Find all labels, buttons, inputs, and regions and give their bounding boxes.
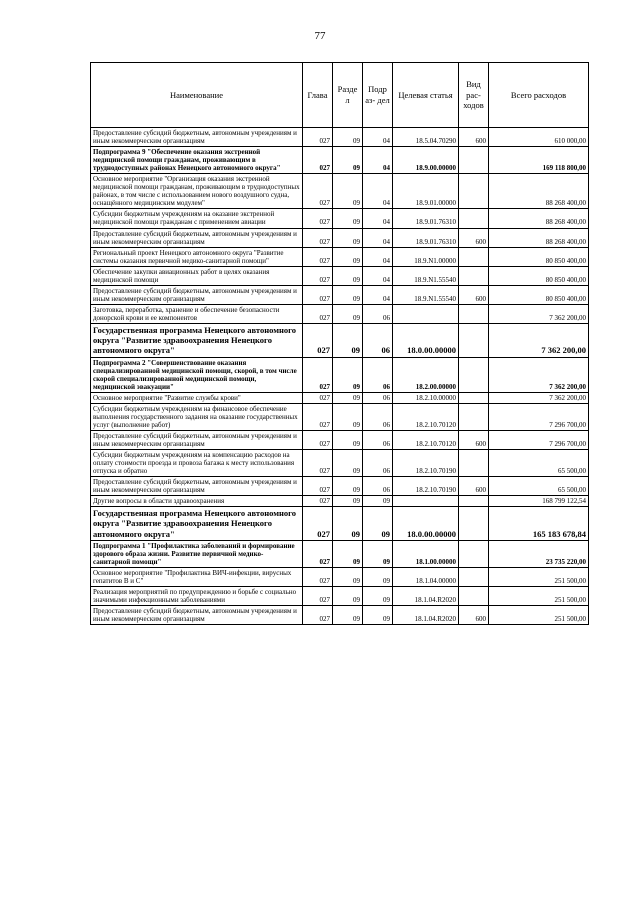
cell-name: Основное мероприятие "Организация оказания экстренной медицинской помощи гражданам, проживающим в труднодоступных районах, в том числе с использованием нового воздушного судна, оснащённого медицинским модулем" [91,174,303,209]
cell-chapter: 027 [303,323,333,357]
table-row [91,507,589,541]
cell-section: 09 [333,247,363,266]
cell-name: Реализация мероприятий по предупреждению и борьбе с социально значимыми инфекционными заболеваниями [91,587,303,606]
cell-target: 18.5.04.70290 [393,128,459,147]
table-header-row [91,63,589,128]
cell-subsection: 06 [363,323,393,357]
table-row [91,247,589,266]
header-chapter: Глава [303,63,333,128]
cell-chapter: 027 [303,128,333,147]
cell-total: 251 500,00 [489,606,589,625]
cell-target: 18.9.01.00000 [393,174,459,209]
cell-section: 09 [333,450,363,477]
cell-name: Региональный проект Ненецкого автономного округа "Развитие системы оказания первичной медико-санитарной помощи" [91,247,303,266]
table-row [91,304,589,323]
cell-type [459,323,489,357]
cell-target: 18.9.N1.55540 [393,285,459,304]
cell-subsection: 06 [363,430,393,449]
cell-chapter: 027 [303,228,333,247]
cell-type [459,357,489,392]
cell-total: 80 850 400,00 [489,285,589,304]
cell-type [459,304,489,323]
cell-type: 600 [459,430,489,449]
cell-type [459,507,489,541]
cell-subsection: 04 [363,209,393,228]
cell-chapter: 027 [303,147,333,174]
cell-type: 600 [459,285,489,304]
cell-subsection: 09 [363,540,393,567]
cell-chapter: 027 [303,507,333,541]
cell-name: Подпрограмма 2 "Совершенствование оказания специализированной медицинской помощи, скорой, в том числе скорой специализированной медицинской помощи, медицинской эвакуации" [91,357,303,392]
table-row [91,568,589,587]
cell-chapter: 027 [303,496,333,507]
cell-subsection: 06 [363,357,393,392]
table-row [91,430,589,449]
cell-total: 7 362 200,00 [489,392,589,403]
cell-subsection: 06 [363,450,393,477]
header-section: Разде л [333,63,363,128]
header-name: Наименование [91,63,303,128]
cell-chapter: 027 [303,606,333,625]
cell-name: Предоставление субсидий бюджетным, автономным учреждениям и иным некоммерческим организациям [91,285,303,304]
cell-name: Предоставление субсидий бюджетным, автономным учреждениям и иным некоммерческим организациям [91,228,303,247]
cell-total: 251 500,00 [489,587,589,606]
cell-subsection: 06 [363,392,393,403]
cell-chapter: 027 [303,174,333,209]
cell-type: 600 [459,228,489,247]
cell-total: 610 000,00 [489,128,589,147]
cell-subsection: 04 [363,228,393,247]
cell-section: 09 [333,606,363,625]
cell-subsection: 04 [363,147,393,174]
cell-type [459,450,489,477]
cell-total: 88 268 400,00 [489,209,589,228]
cell-section: 09 [333,430,363,449]
table-row [91,392,589,403]
cell-total: 80 850 400,00 [489,247,589,266]
cell-type [459,147,489,174]
cell-total: 7 362 200,00 [489,304,589,323]
table-row [91,323,589,357]
cell-chapter: 027 [303,247,333,266]
cell-section: 09 [333,285,363,304]
cell-section: 09 [333,568,363,587]
table-row [91,266,589,285]
cell-subsection: 09 [363,507,393,541]
cell-target: 18.1.04.R2020 [393,587,459,606]
header-total: Всего расходов [489,63,589,128]
cell-target: 18.9.N1.55540 [393,266,459,285]
cell-section: 09 [333,507,363,541]
cell-section: 09 [333,540,363,567]
cell-section: 09 [333,587,363,606]
cell-type [459,392,489,403]
cell-name: Субсидии бюджетным учреждениям на финансовое обеспечение выполнения государственного задания на оказание государственных услуг (выполнение работ) [91,403,303,430]
cell-section: 09 [333,392,363,403]
cell-total: 168 799 122,54 [489,496,589,507]
table-row [91,606,589,625]
cell-chapter: 027 [303,477,333,496]
cell-target: 18.2.10.70190 [393,450,459,477]
cell-target: 18.2.10.00000 [393,392,459,403]
cell-type [459,587,489,606]
cell-subsection: 04 [363,266,393,285]
cell-type [459,174,489,209]
table-row [91,357,589,392]
cell-total: 7 296 700,00 [489,430,589,449]
cell-target: 18.1.04.R2020 [393,606,459,625]
cell-chapter: 027 [303,430,333,449]
cell-target: 18.0.00.00000 [393,507,459,541]
cell-target [393,304,459,323]
table-row [91,540,589,567]
cell-chapter: 027 [303,357,333,392]
table-row [91,496,589,507]
table-body [91,128,589,625]
cell-total: 169 118 800,00 [489,147,589,174]
cell-target: 18.9.01.76310 [393,228,459,247]
cell-section: 09 [333,147,363,174]
cell-chapter: 027 [303,392,333,403]
cell-total: 7 362 200,00 [489,357,589,392]
cell-type [459,403,489,430]
cell-name: Предоставление субсидий бюджетным, автономным учреждениям и иным некоммерческим организациям [91,128,303,147]
table-row [91,477,589,496]
cell-target: 18.2.00.00000 [393,357,459,392]
cell-chapter: 027 [303,285,333,304]
cell-subsection: 06 [363,477,393,496]
cell-target: 18.0.00.00000 [393,323,459,357]
cell-name: Основное мероприятие "Профилактика ВИЧ-инфекции, вирусных гепатитов В и С" [91,568,303,587]
cell-chapter: 027 [303,568,333,587]
cell-subsection: 09 [363,496,393,507]
table-row [91,147,589,174]
cell-target: 18.9.01.76310 [393,209,459,228]
cell-name: Государственная программа Ненецкого автономного округа "Развитие здравоохранения Ненецкого автономного округа" [91,507,303,541]
cell-type [459,247,489,266]
cell-section: 09 [333,128,363,147]
cell-section: 09 [333,209,363,228]
cell-subsection: 04 [363,285,393,304]
cell-name: Предоставление субсидий бюджетным, автономным учреждениям и иным некоммерческим организациям [91,606,303,625]
cell-name: Субсидии бюджетным учреждениям на оказание экстренной медицинской помощи гражданам с применением авиации [91,209,303,228]
cell-section: 09 [333,266,363,285]
page-number: 77 [314,30,326,42]
cell-name: Субсидии бюджетным учреждениям на компенсацию расходов на оплату стоимости проезда и провоза багажа к месту использования отпуска и обратно [91,450,303,477]
cell-type [459,209,489,228]
cell-name: Государственная программа Ненецкого автономного округа "Развитие здравоохранения Ненецкого автономного округа" [91,323,303,357]
cell-name: Подпрограмма 9 "Обеспечение оказания экстренной медицинской помощи гражданам, проживающим в труднодоступных районах Ненецкого автономного округа" [91,147,303,174]
cell-section: 09 [333,403,363,430]
cell-type [459,496,489,507]
cell-subsection: 04 [363,128,393,147]
table-row [91,228,589,247]
cell-type: 600 [459,128,489,147]
cell-name: Заготовка, переработка, хранение и обеспечение безопасности донорской крови и ее компонентов [91,304,303,323]
header-subsection: Подр аз- дел [363,63,393,128]
cell-total: 88 268 400,00 [489,174,589,209]
cell-target: 18.2.10.70120 [393,430,459,449]
cell-total: 65 500,00 [489,477,589,496]
cell-chapter: 027 [303,450,333,477]
cell-name: Предоставление субсидий бюджетным, автономным учреждениям и иным некоммерческим организациям [91,430,303,449]
cell-total: 80 850 400,00 [489,266,589,285]
cell-chapter: 027 [303,540,333,567]
cell-section: 09 [333,323,363,357]
cell-target [393,496,459,507]
table-row [91,285,589,304]
header-type: Вид рас- ходов [459,63,489,128]
cell-section: 09 [333,228,363,247]
cell-section: 09 [333,304,363,323]
cell-type [459,266,489,285]
cell-total: 88 268 400,00 [489,228,589,247]
table-row [91,450,589,477]
cell-target: 18.1.00.00000 [393,540,459,567]
cell-subsection: 09 [363,568,393,587]
cell-target: 18.1.04.00000 [393,568,459,587]
cell-total: 7 362 200,00 [489,323,589,357]
table-row [91,128,589,147]
cell-total: 23 735 220,00 [489,540,589,567]
cell-chapter: 027 [303,209,333,228]
cell-target: 18.2.10.70190 [393,477,459,496]
table-row [91,174,589,209]
cell-chapter: 027 [303,403,333,430]
cell-target: 18.9.N1.00000 [393,247,459,266]
cell-section: 09 [333,496,363,507]
cell-subsection: 06 [363,304,393,323]
table-row [91,587,589,606]
cell-section: 09 [333,477,363,496]
cell-section: 09 [333,174,363,209]
cell-type: 600 [459,606,489,625]
budget-table [90,62,589,625]
cell-total: 251 500,00 [489,568,589,587]
cell-chapter: 027 [303,266,333,285]
cell-name: Другие вопросы в области здравоохранения [91,496,303,507]
cell-target: 18.9.00.00000 [393,147,459,174]
cell-subsection: 09 [363,606,393,625]
cell-total: 65 500,00 [489,450,589,477]
cell-name: Подпрограмма 1 "Профилактика заболеваний и формирование здорового образа жизни. Развитие первичной медико-санитарной помощи" [91,540,303,567]
cell-total: 7 296 700,00 [489,403,589,430]
cell-type [459,568,489,587]
cell-name: Обеспечение закупки авиационных работ в целях оказания медицинской помощи [91,266,303,285]
table-row [91,209,589,228]
cell-section: 09 [333,357,363,392]
cell-subsection: 04 [363,174,393,209]
header-target: Целевая статья [393,63,459,128]
cell-name: Основное мероприятие "Развитие службы крови" [91,392,303,403]
cell-chapter: 027 [303,587,333,606]
cell-subsection: 04 [363,247,393,266]
cell-subsection: 09 [363,587,393,606]
table-row [91,403,589,430]
cell-name: Предоставление субсидий бюджетным, автономным учреждениям и иным некоммерческим организациям [91,477,303,496]
cell-type: 600 [459,477,489,496]
cell-subsection: 06 [363,403,393,430]
cell-target: 18.2.10.70120 [393,403,459,430]
cell-total: 165 183 678,84 [489,507,589,541]
cell-chapter: 027 [303,304,333,323]
cell-type [459,540,489,567]
